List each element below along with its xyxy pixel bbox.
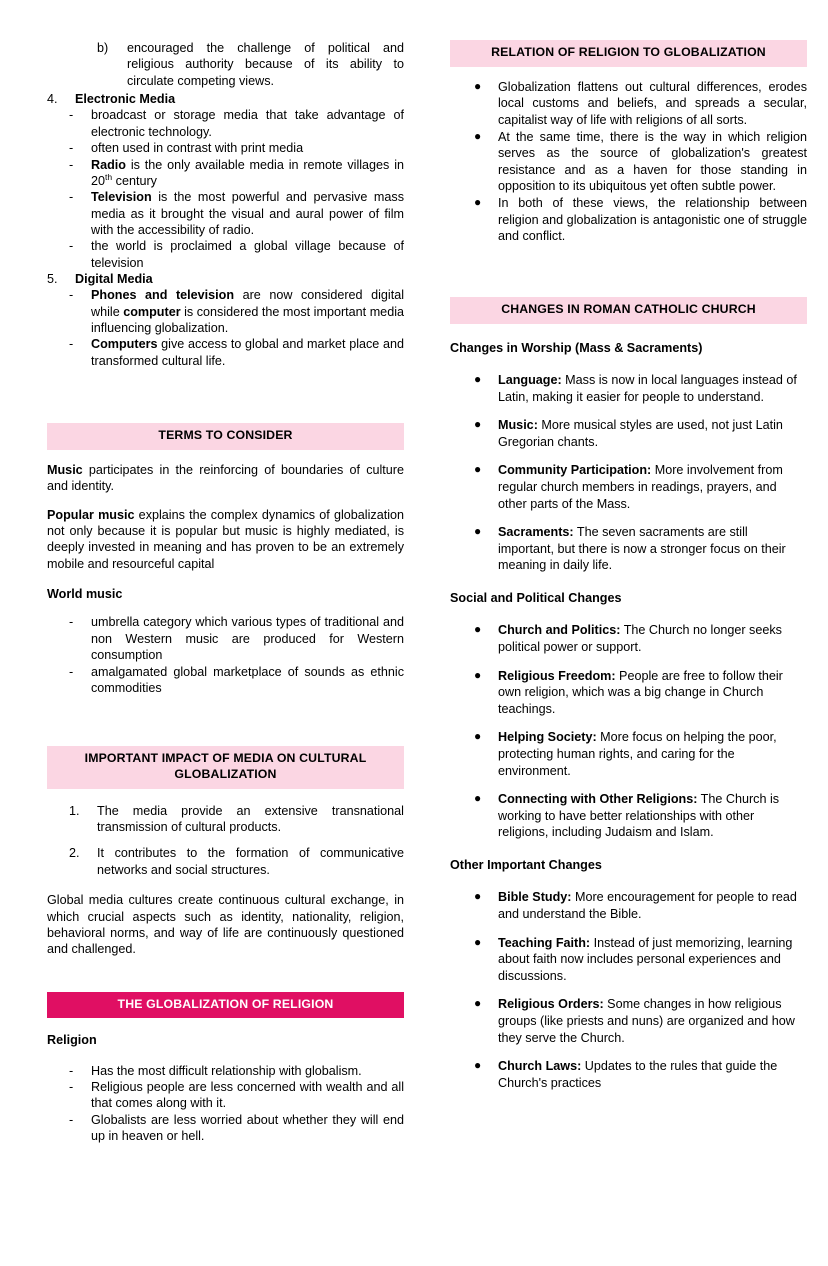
- bullet-text: Updates to the rules that guide the Church's practices: [498, 1059, 778, 1090]
- subheading-social-political-changes: Social and Political Changes: [450, 591, 622, 606]
- bullet-text-after-sup: century: [112, 173, 157, 188]
- outline-item-b: [97, 40, 404, 89]
- right-column: [442, 40, 807, 1266]
- bullet-lead: Bible Study:: [498, 890, 572, 905]
- relation-bullet-text: In both of these views, the relationship between religion and globalization is antagonistic one of struggle and conflict.: [498, 196, 807, 244]
- bullet-text: Some changes in how religious groups (like priests and nuns) are organized and how they serve the Church.: [498, 997, 795, 1045]
- dash-marker: -: [69, 664, 74, 679]
- social-bullet-church-and-politics: [474, 622, 807, 655]
- bullet-text-before-sup: is the only available media in remote villages in: [125, 157, 404, 172]
- paragraph-lead: Popular music: [47, 507, 135, 522]
- bullet-dot-icon: ●: [474, 934, 482, 949]
- worship-bullet-sacraments: [474, 524, 807, 574]
- subheading-other-important-changes: Other Important Changes: [450, 858, 602, 873]
- sub-bullet-computers: [69, 336, 404, 369]
- section-banner-important-impact: [47, 746, 404, 788]
- bullet-dot-icon: ●: [474, 622, 482, 637]
- section-banner-relation-of-religion: RELATION OF RELIGION TO GLOBALIZATION: [450, 40, 807, 67]
- sub-bullet: [69, 140, 404, 156]
- left-column: [36, 40, 404, 1266]
- outline-marker: 4.: [47, 92, 58, 107]
- bullet-lead: Helping Society:: [498, 730, 597, 745]
- bullet-lead: Religious Freedom:: [498, 668, 616, 683]
- outline-text: encouraged the challenge of political and religious authority because of its ability to circulate competing views.: [127, 41, 404, 88]
- bullet-lead: Sacraments:: [498, 525, 574, 540]
- outline-marker: b): [97, 41, 109, 55]
- bullet-seg: are now considered digital while: [91, 288, 404, 319]
- other-bullet-bible-study: [474, 889, 807, 922]
- dash-marker: -: [69, 190, 74, 205]
- social-bullet-religious-freedom: [474, 668, 807, 718]
- section-banner-changes-roman-catholic-church: CHANGES IN ROMAN CATHOLIC CHURCH: [450, 297, 807, 324]
- religion-bullet-text: Globalists are less worried about whether they will end up in heaven or hell.: [91, 1112, 404, 1144]
- sub-bullet-phones: [69, 287, 404, 336]
- impact-numbered-item: [69, 803, 404, 836]
- worship-bullet-language: [474, 372, 807, 405]
- sub-bullet: [69, 107, 404, 140]
- religion-bullet-text: Religious people are less concerned with wealth and all that comes along with it.: [91, 1080, 404, 1111]
- paragraph-text: explains the complex dynamics of globalization not only because it is popular but music is highly mediated, is deeply invested in meaning and has proven to be an extremely mobile and resourceful capital: [47, 507, 405, 571]
- bullet-dot-icon: ●: [474, 889, 482, 904]
- subheading-world-music: World music: [47, 587, 123, 602]
- sub-bullet-text: the world is proclaimed a global village because of television: [91, 239, 404, 270]
- bullet-seg: is considered the most important media influencing globalization.: [91, 304, 404, 336]
- banner-line-1: IMPORTANT IMPACT OF MEDIA ON CULTURAL: [84, 751, 367, 766]
- bullet-lead: Teaching Faith:: [498, 935, 591, 950]
- bullet-dot-icon: ●: [474, 195, 482, 209]
- bullet-dot-icon: ●: [474, 729, 482, 744]
- superscript-th: th: [105, 171, 113, 182]
- bullet-text: The seven sacraments are still important, but there is now a stronger focus on their meaning in daily life.: [498, 525, 786, 573]
- dash-marker: -: [69, 1112, 74, 1127]
- section-banner-terms-to-consider: TERMS TO CONSIDER: [47, 423, 404, 450]
- bullet-text: Mass is now in local languages instead of Latin, making it easier for people to understand.: [498, 372, 797, 404]
- bullet-seg: Computers: [91, 337, 158, 352]
- sub-bullet-text: often used in contrast with print media: [91, 141, 304, 156]
- bullet-dot-icon: ●: [474, 78, 482, 93]
- banner-line-2: GLOBALIZATION: [174, 766, 277, 781]
- bullet-dot-icon: ●: [474, 791, 482, 806]
- impact-numbered-item: [69, 845, 404, 878]
- bullet-dot-icon: ●: [474, 417, 482, 432]
- relation-bullet: [474, 195, 807, 245]
- relation-bullet: [474, 79, 807, 129]
- religion-bullet: [69, 1079, 404, 1112]
- dash-marker: -: [69, 108, 74, 123]
- world-music-bullet-text: amalgamated global marketplace of sounds as ethnic commodities: [91, 664, 404, 695]
- worship-bullet-music: [474, 417, 807, 450]
- bullet-dot-icon: ●: [474, 128, 482, 143]
- religion-bullet-text: Has the most difficult relationship with globalism.: [91, 1063, 362, 1078]
- bullet-dot-icon: ●: [474, 667, 482, 682]
- bullet-lead: Language:: [498, 372, 562, 387]
- relation-bullet-text: Globalization flattens out cultural differences, erodes local customs and beliefs, and spreads a secular, capitalist way of life with religions of all sorts.: [498, 79, 807, 127]
- bullet-text: People are free to follow their own religion, which was a big change in Church teachings.: [498, 668, 783, 716]
- paragraph-popular-music: [47, 507, 404, 572]
- impact-text: The media provide an extensive transnational transmission of cultural products.: [97, 803, 404, 835]
- outline-item-4: [47, 91, 404, 107]
- worship-bullet-community-participation: [474, 462, 807, 512]
- bullet-lead: Religious Orders:: [498, 997, 604, 1012]
- bullet-seg: computer: [123, 304, 181, 319]
- subheading-changes-in-worship: Changes in Worship (Mass & Sacraments): [450, 340, 703, 355]
- bullet-dot-icon: ●: [474, 1058, 482, 1073]
- dash-marker: -: [69, 288, 74, 303]
- bullet-dot-icon: ●: [474, 996, 482, 1011]
- bullet-lead: Community Participation:: [498, 463, 652, 478]
- bullet-text: The Church no longer seeks political power or support.: [498, 623, 782, 654]
- paragraph-lead: Music: [47, 462, 83, 477]
- sub-bullet-radio: [69, 157, 404, 190]
- dash-marker: -: [69, 157, 74, 172]
- sup-base: 20: [91, 173, 106, 188]
- sub-bullet: [69, 238, 404, 271]
- bullet-dot-icon: ●: [474, 524, 482, 539]
- social-bullet-helping-society: [474, 729, 807, 779]
- dash-marker: -: [69, 337, 74, 352]
- bullet-text: More encouragement for people to read and understand the Bible.: [498, 890, 797, 922]
- dash-marker: -: [69, 1080, 74, 1095]
- bullet-seg: Phones and television: [91, 288, 235, 303]
- outline-item-5: [47, 271, 404, 287]
- bullet-text: is the most powerful and pervasive mass media as it brought the visual and aural power of film with the accessibility of radio.: [91, 190, 404, 237]
- bullet-lead: Radio: [91, 157, 126, 172]
- world-music-bullet-text: umbrella category which various types of traditional and non Western music are produced for Western consumption: [91, 615, 404, 663]
- outline-heading: Digital Media: [75, 272, 153, 287]
- bullet-dot-icon: ●: [474, 371, 482, 386]
- world-music-bullet: [69, 664, 404, 697]
- bullet-text: More musical styles are used, not just Latin Gregorian chants.: [498, 418, 783, 449]
- paragraph-music: [47, 462, 404, 495]
- bullet-lead: Church Laws:: [498, 1059, 582, 1074]
- dash-marker: -: [69, 239, 74, 254]
- impact-text: It contributes to the formation of communicative networks and social structures.: [97, 846, 404, 877]
- subheading-religion: Religion: [47, 1033, 97, 1048]
- bullet-lead: Music:: [498, 418, 538, 433]
- social-bullet-connecting-other-religions: [474, 791, 807, 841]
- other-bullet-religious-orders: [474, 996, 807, 1046]
- number-marker: 2.: [69, 846, 80, 861]
- religion-bullet: [69, 1112, 404, 1145]
- outline-heading: Electronic Media: [75, 92, 176, 107]
- number-marker: 1.: [69, 803, 80, 818]
- bullet-text: More involvement from regular church members in readings, prayers, and other parts of the Mass.: [498, 463, 783, 511]
- bullet-text: Instead of just memorizing, learning about faith now includes personal experiences and discussions.: [498, 935, 793, 983]
- religion-bullet: [69, 1063, 404, 1079]
- bullet-seg: give access to global and market place and transformed cultural life.: [91, 337, 404, 368]
- other-bullet-church-laws: [474, 1058, 807, 1091]
- world-music-bullet: [69, 614, 404, 663]
- other-bullet-teaching-faith: [474, 935, 807, 985]
- dash-marker: -: [69, 615, 74, 630]
- section-banner-globalization-of-religion: THE GLOBALIZATION OF RELIGION: [47, 992, 404, 1019]
- outline-marker: 5.: [47, 272, 58, 287]
- dash-marker: -: [69, 1063, 74, 1078]
- bullet-lead: Connecting with Other Religions:: [498, 792, 698, 807]
- sub-bullet-text: broadcast or storage media that take advantage of electronic technology.: [91, 108, 404, 139]
- bullet-text: The Church is working to have better relationships with other religions, including Judaism and Islam.: [498, 792, 780, 840]
- paragraph-text: participates in the reinforcing of boundaries of culture and identity.: [47, 462, 404, 494]
- sub-bullet-television: [69, 189, 404, 238]
- impact-closing-paragraph: Global media cultures create continuous cultural exchange, in which crucial aspects such as identity, nationality, religion, behavioral norms, and way of life are continuously questioned and challenged.: [47, 893, 404, 957]
- bullet-lead: Church and Politics:: [498, 623, 621, 638]
- relation-bullet: [474, 129, 807, 195]
- bullet-lead: Television: [91, 190, 152, 205]
- bullet-dot-icon: ●: [474, 462, 482, 477]
- dash-marker: -: [69, 141, 74, 156]
- relation-bullet-text: At the same time, there is the way in which religion serves as the source of globalization's greatest resistance and as a haven for those standing in opposition to its ubiquitous yet often subtle power.: [498, 129, 807, 194]
- bullet-text: More focus on helping the poor, protecting human rights, and caring for the environment.: [498, 730, 777, 778]
